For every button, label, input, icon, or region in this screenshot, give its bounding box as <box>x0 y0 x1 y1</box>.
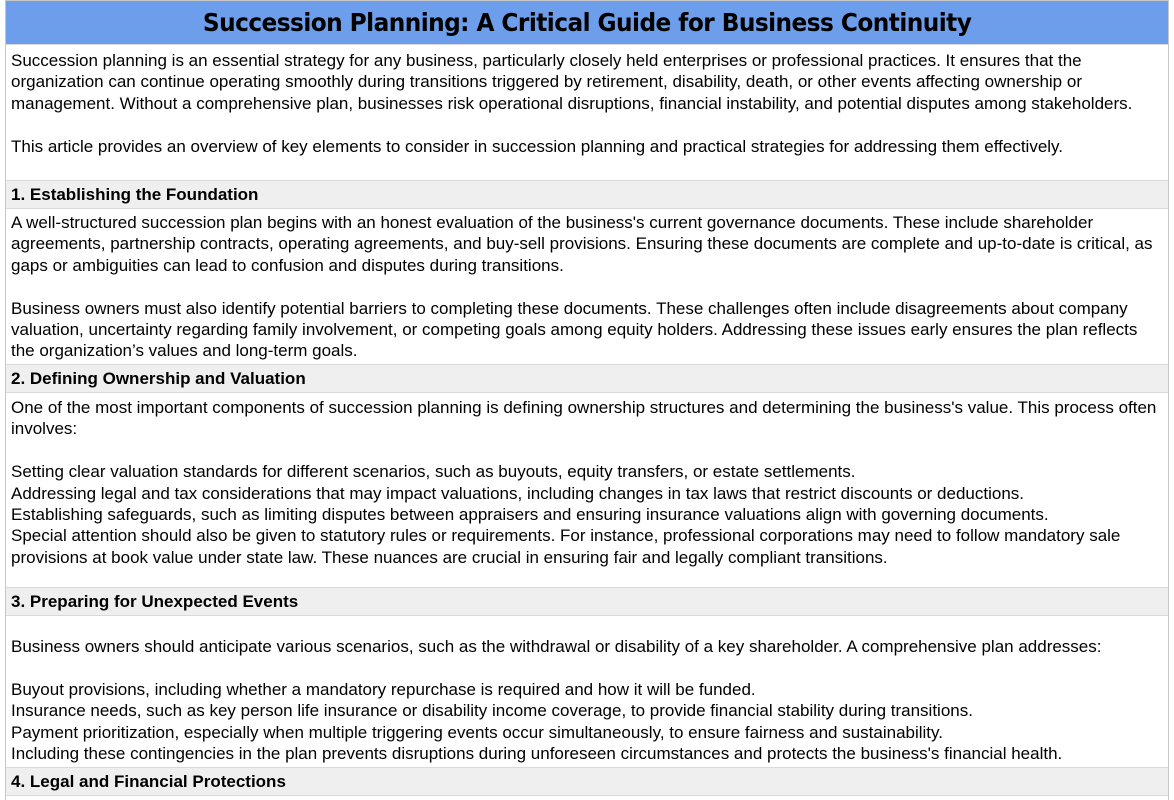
title-cell[interactable] <box>6 0 1168 45</box>
section-heading-cell[interactable] <box>6 181 1168 209</box>
section-heading-cell[interactable] <box>6 768 1168 796</box>
section-paragraph: Business owners should anticipate various scenarios, such as the withdrawal or disability of a key shareholder. A comprehensive plan addresses: <box>11 637 1102 656</box>
list-line: Establishing safeguards, such as limiting disputes between appraisers and ensuring insurance valuations align with governing documents. <box>11 505 1049 525</box>
next-column-edge <box>1168 0 1174 800</box>
section-body-cell[interactable] <box>6 616 1168 768</box>
section-heading: 1. Establishing the Foundation <box>11 184 259 204</box>
list-line: Setting clear valuation standards for different scenarios, such as buyouts, equity transfers, or estate settlements. <box>11 462 856 482</box>
intro-paragraph: This article provides an overview of key elements to consider in succession planning and practical strategies for addressing them effectively. <box>11 136 1064 156</box>
list-line: Buyout provisions, including whether a mandatory repurchase is required and how it will be funded. <box>11 679 756 699</box>
section-heading: 2. Defining Ownership and Valuation <box>11 368 306 388</box>
list-line: Addressing legal and tax considerations that may impact valuations, including changes in tax laws that restrict discounts or deductions. <box>11 483 1024 503</box>
list-line: Special attention should also be given to statutory rules or requirements. For instance, professional corporations may need to follow mandatory sale provisions at book value under state law. These nuances are crucial in ensuring fair and legally compliant transitions. <box>11 526 1121 567</box>
section-heading-cell[interactable] <box>6 588 1168 616</box>
section-heading: 3. Preparing for Unexpected Events <box>11 591 299 611</box>
section-paragraph: Business owners must also identify potential barriers to completing these documents. These challenges often include disagreements about company valuation, uncertainty regarding family involvement, or competing goals among equity holders. Addressing these issues early ensures the plan reflects the organization’s values and long-term goals. <box>11 298 1138 361</box>
list-line: Insurance needs, such as key person life insurance or disability income coverage, to provide financial stability during transitions. <box>11 701 973 721</box>
section-heading-cell[interactable] <box>6 365 1168 393</box>
list-line: Including these contingencies in the plan prevents disruptions during unforeseen circumstances and protects the business's financial health. <box>11 744 1063 764</box>
document-title: Succession Planning: A Critical Guide for Business Continuity <box>202 8 972 37</box>
section-heading: 4. Legal and Financial Protections <box>11 771 286 791</box>
list-line: Payment prioritization, especially when multiple triggering events occur simultaneously, to ensure fairness and sustainability. <box>11 722 943 742</box>
section-body-cell[interactable] <box>6 209 1168 365</box>
intro-cell[interactable] <box>6 45 1168 181</box>
section-paragraph: A well-structured succession plan begins with an honest evaluation of the business's current governance documents. These include shareholder agreements, partnership contracts, operating agreements, and buy-sell provisions. Ensuring these documents are complete and up-to-date is critical, as gaps or ambiguities can lead to confusion and disputes during transitions. <box>11 213 1153 275</box>
section-paragraph: One of the most important components of succession planning is defining ownership structures and determining the business's value. This process often involves: <box>11 398 1157 439</box>
intro-paragraph: Succession planning is an essential strategy for any business, particularly closely held enterprises or professional practices. It ensures that the organization can continue operating smoothly during transitions triggered by retirement, disability, death, or other events affecting ownership or management. Without a comprehensive plan, businesses risk operational disruptions, financial instability, and potential disputes among stakeholders. <box>11 51 1133 113</box>
section-body-cell[interactable] <box>6 393 1168 588</box>
